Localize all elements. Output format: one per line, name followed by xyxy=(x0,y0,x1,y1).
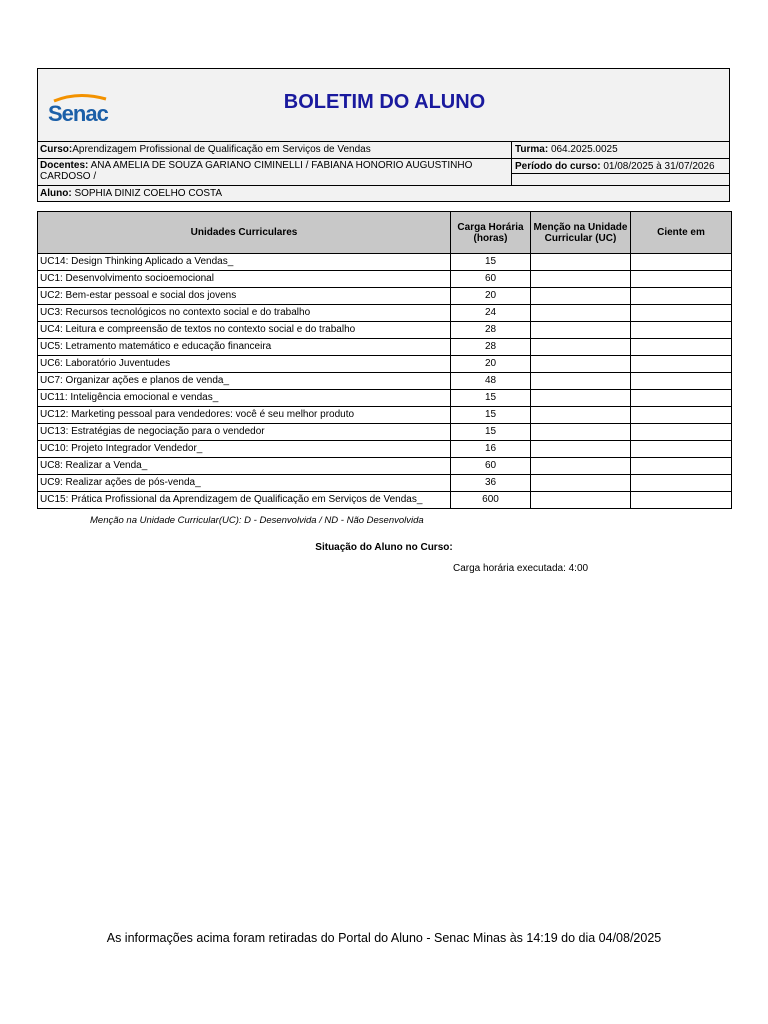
col-header-mencao: Menção na Unidade Curricular (UC) xyxy=(531,212,631,254)
uc-cell: UC4: Leitura e compreensão de textos no contexto social e do trabalho xyxy=(38,322,451,339)
uc-cell: UC15: Prática Profissional da Aprendizagem de Qualificação em Serviços de Vendas_ xyxy=(38,492,451,509)
ciente-cell xyxy=(631,356,732,373)
table-row xyxy=(38,254,732,271)
curso-field xyxy=(40,144,371,155)
uc-cell: UC13: Estratégias de negociação para o vendedor xyxy=(38,424,451,441)
carga-cell: 15 xyxy=(451,407,531,424)
col-header-uc: Unidades Curriculares xyxy=(38,212,451,254)
uc-cell: UC14: Design Thinking Aplicado a Vendas_ xyxy=(38,254,451,271)
mencao-cell xyxy=(531,271,631,288)
periodo-field xyxy=(515,161,715,172)
report-header xyxy=(37,68,730,202)
ciente-cell xyxy=(631,475,732,492)
table-header-row xyxy=(38,212,732,254)
carga-cell: 15 xyxy=(451,390,531,407)
carga-cell: 20 xyxy=(451,356,531,373)
table-row xyxy=(38,390,732,407)
logo-text: Senac xyxy=(48,101,108,126)
mencao-cell xyxy=(531,322,631,339)
uc-cell: UC8: Realizar a Venda_ xyxy=(38,458,451,475)
carga-cell: 600 xyxy=(451,492,531,509)
ciente-cell xyxy=(631,254,732,271)
ciente-cell xyxy=(631,339,732,356)
aluno-value: SOPHIA DINIZ COELHO COSTA xyxy=(74,188,223,199)
mencao-cell xyxy=(531,254,631,271)
mencao-cell xyxy=(531,356,631,373)
ciente-cell xyxy=(631,407,732,424)
carga-cell: 60 xyxy=(451,271,531,288)
mencao-cell xyxy=(531,390,631,407)
mencao-cell xyxy=(531,458,631,475)
table-row xyxy=(38,373,732,390)
ciente-cell xyxy=(631,322,732,339)
carga-cell: 28 xyxy=(451,322,531,339)
uc-cell: UC7: Organizar ações e planos de venda_ xyxy=(38,373,451,390)
carga-cell: 48 xyxy=(451,373,531,390)
ciente-cell xyxy=(631,390,732,407)
uc-cell: UC5: Letramento matemático e educação financeira xyxy=(38,339,451,356)
mencao-cell xyxy=(531,305,631,322)
curso-value: Aprendizagem Profissional de Qualificação em Serviços de Vendas xyxy=(72,144,371,155)
table-row xyxy=(38,305,732,322)
turma-label: Turma: xyxy=(515,144,549,155)
docentes-field xyxy=(40,160,500,182)
turma-field xyxy=(515,144,618,155)
curso-label: Curso: xyxy=(40,144,73,155)
mencao-cell xyxy=(531,424,631,441)
turma-value: 064.2025.0025 xyxy=(550,144,618,155)
uc-cell: UC6: Laboratório Juventudes xyxy=(38,356,451,373)
carga-cell: 24 xyxy=(451,305,531,322)
ciente-cell xyxy=(631,458,732,475)
uc-cell: UC2: Bem-estar pessoal e social dos jovens xyxy=(38,288,451,305)
table-row xyxy=(38,339,732,356)
carga-cell: 16 xyxy=(451,441,531,458)
periodo-value: 01/08/2025 à 31/07/2026 xyxy=(603,161,715,172)
mencao-cell xyxy=(531,475,631,492)
table-row xyxy=(38,492,732,509)
carga-cell: 15 xyxy=(451,424,531,441)
table-row xyxy=(38,458,732,475)
mencao-cell xyxy=(531,288,631,305)
mencao-cell xyxy=(531,441,631,458)
ciente-cell xyxy=(631,305,732,322)
mencao-legend: Menção na Unidade Curricular(UC): D - Desenvolvida / ND - Não Desenvolvida xyxy=(90,515,424,526)
uc-cell: UC12: Marketing pessoal para vendedores: você é seu melhor produto xyxy=(38,407,451,424)
col-header-carga: Carga Horária (horas) xyxy=(451,212,531,254)
mencao-cell xyxy=(531,407,631,424)
table-row xyxy=(38,424,732,441)
ciente-cell xyxy=(631,492,732,509)
docentes-label: Docentes: xyxy=(40,160,89,171)
table-row xyxy=(38,271,732,288)
mencao-cell xyxy=(531,339,631,356)
table-row xyxy=(38,475,732,492)
uc-cell: UC1: Desenvolvimento socioemocional xyxy=(38,271,451,288)
carga-cell: 60 xyxy=(451,458,531,475)
docentes-value: ANA AMELIA DE SOUZA GARIANO CIMINELLI / FABIANA HONORIO AUGUSTINHO CARDOSO / xyxy=(40,160,473,182)
table-row xyxy=(38,356,732,373)
ciente-cell xyxy=(631,373,732,390)
carga-cell: 36 xyxy=(451,475,531,492)
curricular-units-table xyxy=(37,211,732,509)
table-row xyxy=(38,288,732,305)
mencao-cell xyxy=(531,492,631,509)
table-row xyxy=(38,441,732,458)
uc-cell: UC3: Recursos tecnológicos no contexto social e do trabalho xyxy=(38,305,451,322)
uc-cell: UC9: Realizar ações de pós-venda_ xyxy=(38,475,451,492)
footer-note: As informações acima foram retiradas do Portal do Aluno - Senac Minas às 14:19 do dia 04/08/2025 xyxy=(106,931,662,945)
aluno-label: Aluno: xyxy=(40,188,72,199)
table-row xyxy=(38,407,732,424)
col-header-ciente: Ciente em xyxy=(631,212,732,254)
page-title: BOLETIM DO ALUNO xyxy=(283,91,486,113)
table-row xyxy=(38,322,732,339)
aluno-field xyxy=(40,188,222,199)
carga-executada: Carga horária executada: 4:00 xyxy=(453,563,589,574)
carga-cell: 20 xyxy=(451,288,531,305)
periodo-label: Período do curso: xyxy=(515,161,601,172)
situacao-label: Situação do Aluno no Curso: xyxy=(315,542,453,553)
ciente-cell xyxy=(631,441,732,458)
mencao-cell xyxy=(531,373,631,390)
carga-cell: 28 xyxy=(451,339,531,356)
ciente-cell xyxy=(631,271,732,288)
uc-cell: UC10: Projeto Integrador Vendedor_ xyxy=(38,441,451,458)
ciente-cell xyxy=(631,288,732,305)
carga-cell: 15 xyxy=(451,254,531,271)
ciente-cell xyxy=(631,424,732,441)
uc-cell: UC11: Inteligência emocional e vendas_ xyxy=(38,390,451,407)
